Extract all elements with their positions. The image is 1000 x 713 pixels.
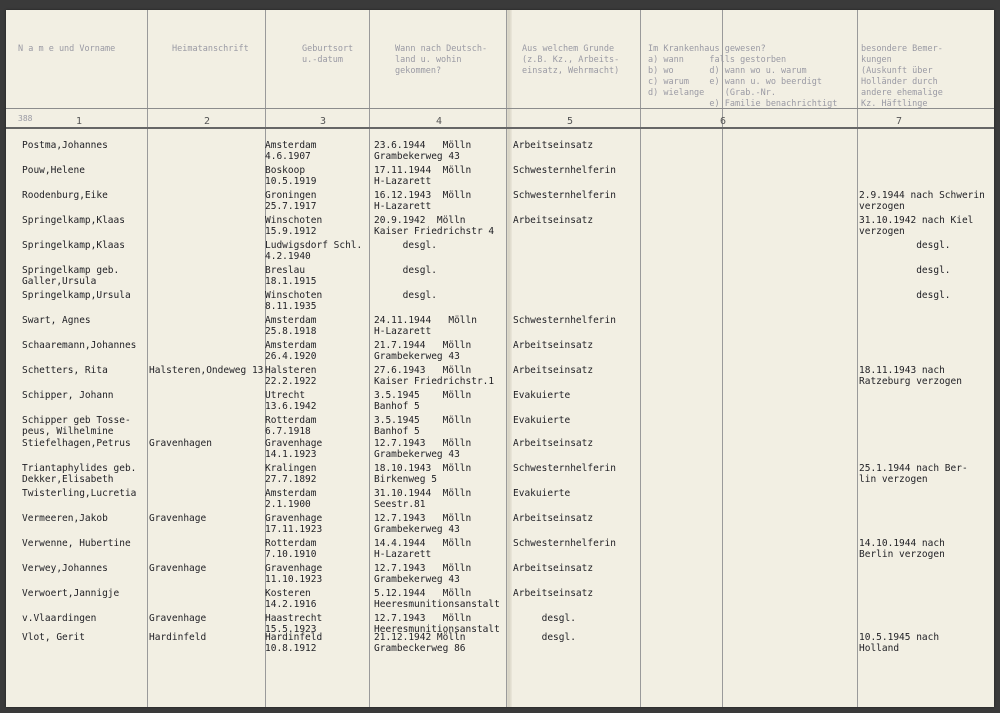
column-number: 2 (204, 116, 211, 127)
birth-place-date: Kosteren 14.2.1916 (265, 588, 317, 610)
remarks: 2.9.1944 nach Schwerin verzogen (859, 190, 985, 212)
column-divider (640, 10, 641, 707)
birth-place-date: Amsterdam 2.1.1900 (265, 488, 317, 510)
person-name: Verwey,Johannes (22, 563, 108, 574)
arrival-info: 3.5.1945 Mölln Banhof 5 (374, 390, 472, 412)
header-rule-bottom (6, 127, 994, 129)
person-name: Roodenburg,Eike (22, 190, 108, 201)
remarks: desgl. (859, 290, 951, 301)
column-number: 4 (436, 116, 443, 127)
home-address: Gravenhage (149, 613, 207, 624)
birth-place-date: Halsteren 22.2.1922 (265, 365, 317, 387)
person-name: Twisterling,Lucretia (22, 488, 137, 499)
person-name: Schaaremann,Johannes (22, 340, 137, 351)
reason: Arbeitseinsatz (513, 588, 594, 599)
person-name: Vermeeren,Jakob (22, 513, 108, 524)
header-birth: Geburtsort u.-datum (302, 44, 354, 65)
reason: Schwesternhelferin (513, 165, 616, 176)
header-rule (6, 108, 994, 109)
remarks: 14.10.1944 nach Berlin verzogen (859, 538, 945, 560)
margin-mark: 388 (18, 114, 33, 123)
remarks: desgl. (859, 240, 951, 251)
header-hospital: Im Krankenhaus gewesen? a) wann falls gestorben b) wo d) wann wo u. warum c) warum e) wann u. wo beerdigt d) wielange (Grab.-Nr. e) Familie benachrichtigt (648, 44, 838, 109)
birth-place-date: Winschoten 15.9.1912 (265, 215, 323, 237)
person-name: Postma,Johannes (22, 140, 108, 151)
column-divider (369, 10, 370, 707)
remarks: 18.11.1943 nach Ratzeburg verzogen (859, 365, 962, 387)
birth-place-date: Amsterdam 4.6.1907 (265, 140, 317, 162)
home-address: Gravenhagen (149, 438, 212, 449)
reason: Schwesternhelferin (513, 538, 616, 549)
reason: Arbeitseinsatz (513, 140, 594, 151)
arrival-info: 3.5.1945 Mölln Banhof 5 (374, 415, 472, 437)
reason: Arbeitseinsatz (513, 340, 594, 351)
arrival-info: 21.12.1942 Mölln Grambeckerweg 86 (374, 632, 466, 654)
arrival-info: 18.10.1943 Mölln Birkenweg 5 (374, 463, 472, 485)
birth-place-date: Boskoop 10.5.1919 (265, 165, 317, 187)
birth-place-date: Gravenhage 14.1.1923 (265, 438, 323, 460)
arrival-info: 27.6.1943 Mölln Kaiser Friedrichstr.1 (374, 365, 495, 387)
column-number: 6 (720, 116, 727, 127)
person-name: Schipper, Johann (22, 390, 114, 401)
header-address: Heimatanschrift (172, 44, 249, 54)
header-reason: Aus welchem Grunde (z.B. Kz., Arbeits- einsatz, Wehrmacht) (522, 44, 620, 76)
person-name: Schipper geb Tosse- peus, Wilhelmine (22, 415, 131, 437)
remarks: 31.10.1942 nach Kiel verzogen (859, 215, 974, 237)
column-number: 7 (896, 116, 903, 127)
birth-place-date: Kralingen 27.7.1892 (265, 463, 317, 485)
reason: Arbeitseinsatz (513, 365, 594, 376)
reason: Schwesternhelferin (513, 463, 616, 474)
birth-place-date: Gravenhage 11.10.1923 (265, 563, 323, 585)
column-divider (147, 10, 148, 707)
person-name: Pouw,Helene (22, 165, 85, 176)
arrival-info: 20.9.1942 Mölln Kaiser Friedrichstr 4 (374, 215, 495, 237)
header-name: N a m e und Vorname (18, 44, 116, 54)
birth-place-date: Haastrecht 15.5.1923 (265, 613, 323, 635)
arrival-info: 17.11.1944 Mölln H-Lazarett (374, 165, 472, 187)
person-name: Stiefelhagen,Petrus (22, 438, 131, 449)
remarks: desgl. (859, 265, 951, 276)
column-divider (506, 10, 507, 707)
arrival-info: desgl. (374, 265, 437, 276)
birth-place-date: Ludwigsdorf Schl. 4.2.1940 (265, 240, 363, 262)
person-name: Swart, Agnes (22, 315, 91, 326)
arrival-info: 12.7.1943 Mölln Heeresmunitionsanstalt (374, 613, 500, 635)
home-address: Halsteren,Ondeweg 13 (149, 365, 264, 376)
reason: Arbeitseinsatz (513, 215, 594, 226)
reason: Evakuierte (513, 415, 571, 426)
arrival-info: 14.4.1944 Mölln H-Lazarett (374, 538, 472, 560)
home-address: Hardinfeld (149, 632, 207, 643)
arrival-info: 12.7.1943 Mölln Grambekerweg 43 (374, 513, 472, 535)
birth-place-date: Hardinfeld 10.8.1912 (265, 632, 323, 654)
reason: Arbeitseinsatz (513, 438, 594, 449)
birth-place-date: Amsterdam 25.8.1918 (265, 315, 317, 337)
reason: desgl. (513, 613, 576, 624)
arrival-info: 23.6.1944 Mölln Grambekerweg 43 (374, 140, 472, 162)
reason: Arbeitseinsatz (513, 563, 594, 574)
person-name: Verwenne, Hubertine (22, 538, 131, 549)
reason: desgl. (513, 632, 576, 643)
person-name: Vlot, Gerit (22, 632, 85, 643)
column-number: 3 (320, 116, 327, 127)
reason: Evakuierte (513, 390, 571, 401)
arrival-info: 31.10.1944 Mölln Seestr.81 (374, 488, 472, 510)
person-name: v.Vlaardingen (22, 613, 97, 624)
home-address: Gravenhage (149, 513, 207, 524)
person-name: Springelkamp,Ursula (22, 290, 131, 301)
reason: Evakuierte (513, 488, 571, 499)
reason: Schwesternhelferin (513, 190, 616, 201)
birth-place-date: Utrecht 13.6.1942 (265, 390, 317, 412)
birth-place-date: Rotterdam 7.10.1910 (265, 538, 317, 560)
arrival-info: 24.11.1944 Mölln H-Lazarett (374, 315, 477, 337)
birth-place-date: Rotterdam 6.7.1918 (265, 415, 317, 437)
birth-place-date: Amsterdam 26.4.1920 (265, 340, 317, 362)
birth-place-date: Winschoten 8.11.1935 (265, 290, 323, 312)
column-number: 1 (76, 116, 83, 127)
arrival-info: 12.7.1943 Mölln Grambekerweg 43 (374, 563, 472, 585)
column-number: 5 (567, 116, 574, 127)
person-name: Springelkamp,Klaas (22, 240, 125, 251)
header-remarks: besondere Bemer- kungen (Auskunft über Holländer durch andere ehemalige Kz. Häftlinge (861, 44, 943, 109)
birth-place-date: Groningen 25.7.1917 (265, 190, 317, 212)
birth-place-date: Gravenhage 17.11.1923 (265, 513, 323, 535)
remarks: 10.5.1945 nach Holland (859, 632, 940, 654)
register-sheet (6, 10, 994, 707)
reason: Arbeitseinsatz (513, 513, 594, 524)
remarks: 25.1.1944 nach Ber- lin verzogen (859, 463, 968, 485)
arrival-info: 12.7.1943 Mölln Grambekerweg 43 (374, 438, 472, 460)
arrival-info: 16.12.1943 Mölln H-Lazarett (374, 190, 472, 212)
home-address: Gravenhage (149, 563, 207, 574)
person-name: Schetters, Rita (22, 365, 108, 376)
column-divider (857, 10, 858, 707)
birth-place-date: Breslau 18.1.1915 (265, 265, 317, 287)
person-name: Triantaphylides geb. Dekker,Elisabeth (22, 463, 137, 485)
person-name: Verwoert,Jannigje (22, 588, 120, 599)
reason: Schwesternhelferin (513, 315, 616, 326)
arrival-info: desgl. (374, 290, 437, 301)
arrival-info: 5.12.1944 Mölln Heeresmunitionsanstalt (374, 588, 500, 610)
arrival-info: desgl. (374, 240, 437, 251)
header-arrival: Wann nach Deutsch- land u. wohin gekommen? (395, 44, 488, 76)
person-name: Springelkamp,Klaas (22, 215, 125, 226)
column-divider (722, 10, 723, 707)
arrival-info: 21.7.1944 Mölln Grambekerweg 43 (374, 340, 472, 362)
person-name: Springelkamp geb. Galler,Ursula (22, 265, 120, 287)
